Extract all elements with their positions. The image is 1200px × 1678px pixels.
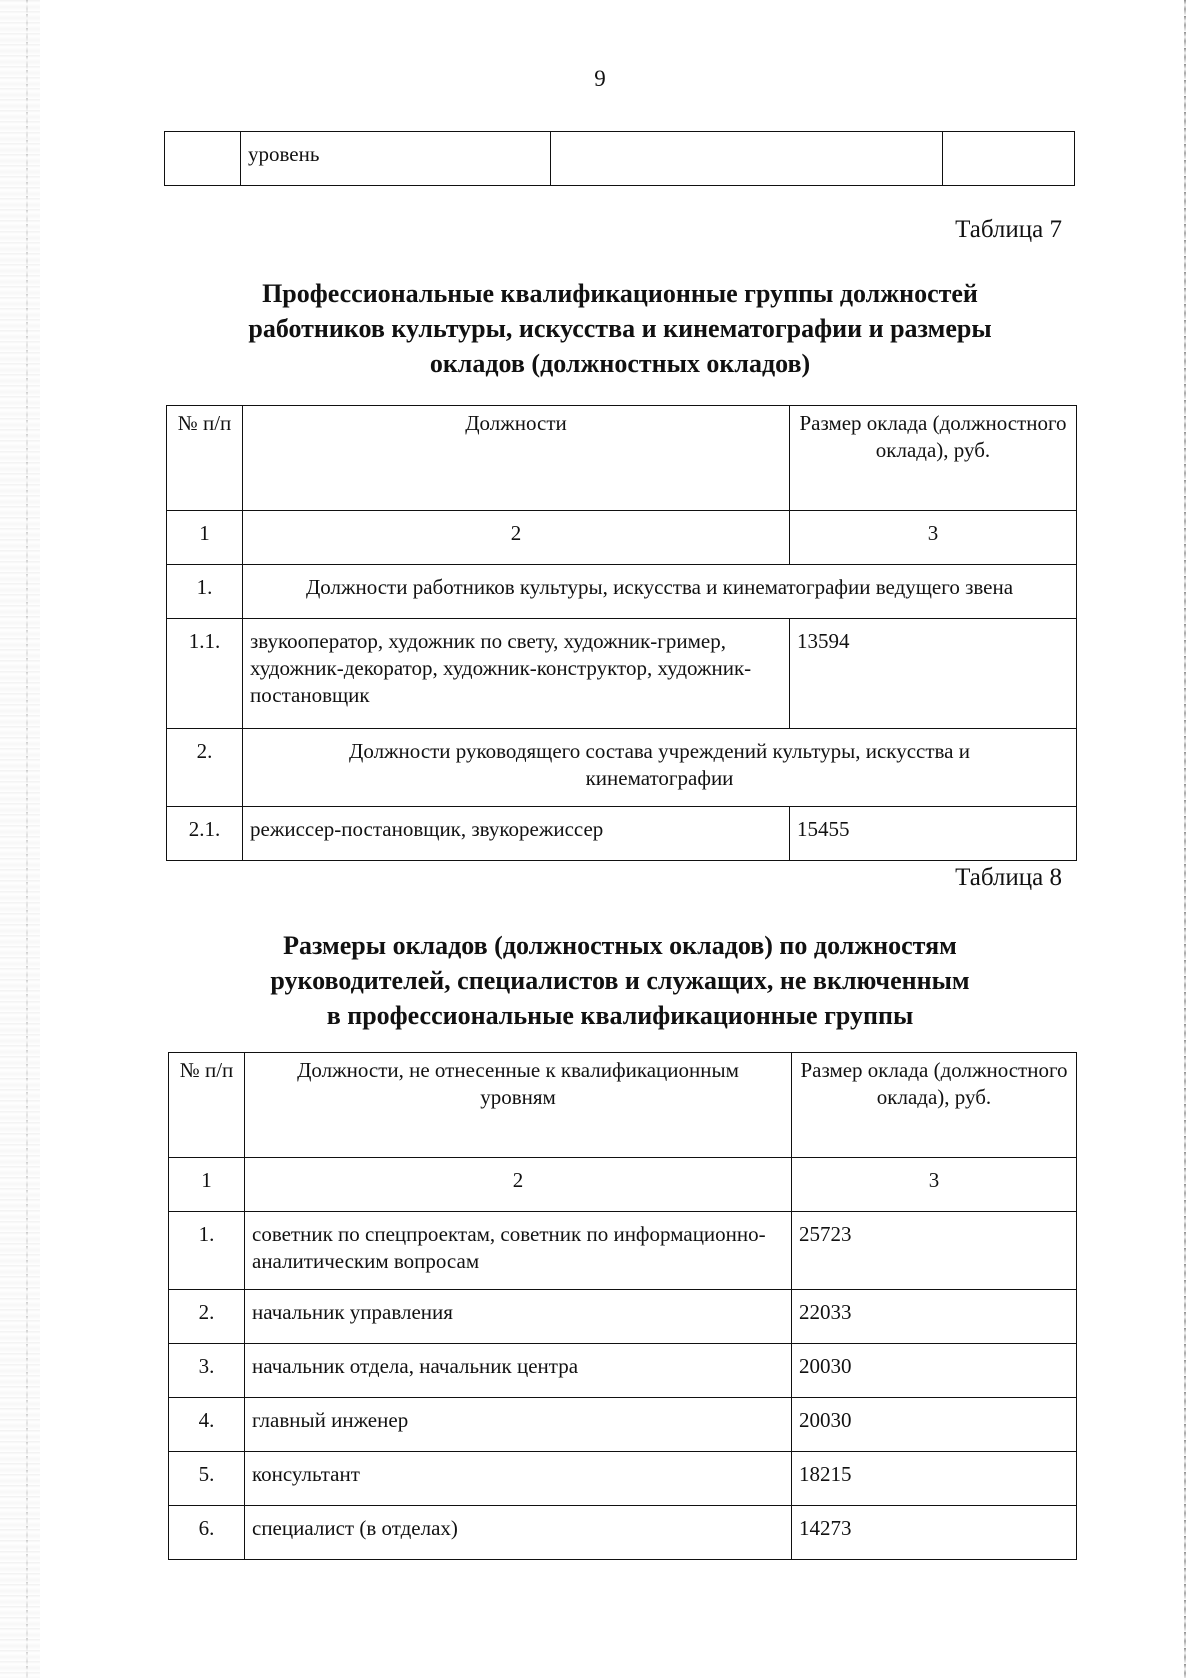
row-salary: 25723 bbox=[792, 1212, 1077, 1290]
column-number: 3 bbox=[792, 1158, 1077, 1212]
table8-title-line: Размеры окладов (должностных окладов) по должностям bbox=[283, 931, 957, 960]
row-num: 1.1. bbox=[167, 619, 243, 729]
row-position: консультант bbox=[245, 1452, 792, 1506]
table-row bbox=[169, 1398, 1077, 1452]
table-row bbox=[167, 807, 1077, 861]
group-row bbox=[167, 565, 1077, 619]
row-position: специалист (в отделах) bbox=[245, 1506, 792, 1560]
row-position: режиссер-постановщик, звукорежиссер bbox=[243, 807, 790, 861]
row-salary: 22033 bbox=[792, 1290, 1077, 1344]
header-position: Должности bbox=[243, 406, 790, 511]
table7-title-line: работников культуры, искусства и кинематографии и размеры bbox=[248, 314, 992, 343]
column-number: 1 bbox=[169, 1158, 245, 1212]
table8 bbox=[168, 1052, 1077, 1560]
table7-caption: Таблица 7 bbox=[955, 216, 1062, 243]
group-title: Должности работников культуры, искусства и кинематографии ведущего звена bbox=[243, 565, 1077, 619]
row-position: главный инженер bbox=[245, 1398, 792, 1452]
table8-caption: Таблица 8 bbox=[955, 864, 1062, 891]
table7 bbox=[166, 405, 1077, 861]
table7-title bbox=[160, 276, 1080, 381]
column-number-row bbox=[167, 511, 1077, 565]
column-number: 1 bbox=[167, 511, 243, 565]
table8-title-line: в профессиональные квалификационные группы bbox=[326, 1001, 914, 1030]
table-cell bbox=[551, 132, 943, 186]
column-number: 2 bbox=[243, 511, 790, 565]
row-salary: 14273 bbox=[792, 1506, 1077, 1560]
row-position: начальник управления bbox=[245, 1290, 792, 1344]
table-cell bbox=[943, 132, 1075, 186]
table-row bbox=[167, 619, 1077, 729]
column-number: 3 bbox=[790, 511, 1077, 565]
row-position: звукооператор, художник по свету, художник-гример, художник-декоратор, художник-конструктор, художник-постановщик bbox=[243, 619, 790, 729]
table-row bbox=[169, 1452, 1077, 1506]
row-salary: 20030 bbox=[792, 1398, 1077, 1452]
table-row bbox=[169, 1344, 1077, 1398]
column-number: 2 bbox=[245, 1158, 792, 1212]
header-salary: Размер оклада (должностного оклада), руб. bbox=[792, 1053, 1077, 1158]
row-num: 6. bbox=[169, 1506, 245, 1560]
row-num: 2.1. bbox=[167, 807, 243, 861]
table7-title-line: окладов (должностных окладов) bbox=[429, 349, 811, 378]
row-salary: 20030 bbox=[792, 1344, 1077, 1398]
row-salary: 13594 bbox=[790, 619, 1077, 729]
table-cell bbox=[165, 132, 241, 186]
header-num: № п/п bbox=[169, 1053, 245, 1158]
group-num: 2. bbox=[167, 729, 243, 807]
group-num: 1. bbox=[167, 565, 243, 619]
row-num: 1. bbox=[169, 1212, 245, 1290]
continued-table-fragment bbox=[164, 131, 1075, 186]
table8-title bbox=[160, 928, 1080, 1033]
row-num: 4. bbox=[169, 1398, 245, 1452]
table-row bbox=[169, 1290, 1077, 1344]
group-row bbox=[167, 729, 1077, 807]
column-number-row bbox=[169, 1158, 1077, 1212]
table-row bbox=[165, 132, 1075, 186]
header-position: Должности, не отнесенные к квалификационным уровням bbox=[245, 1053, 792, 1158]
row-num: 2. bbox=[169, 1290, 245, 1344]
table-row bbox=[169, 1506, 1077, 1560]
table-cell: уровень bbox=[241, 132, 551, 186]
row-num: 5. bbox=[169, 1452, 245, 1506]
header-salary: Размер оклада (должностного оклада), руб. bbox=[790, 406, 1077, 511]
header-num: № п/п bbox=[167, 406, 243, 511]
table-row bbox=[169, 1212, 1077, 1290]
table7-title-line: Профессиональные квалификационные группы должностей bbox=[262, 279, 978, 308]
row-salary: 18215 bbox=[792, 1452, 1077, 1506]
table8-title-line: руководителей, специалистов и служащих, не включенным bbox=[270, 966, 970, 995]
row-salary: 15455 bbox=[790, 807, 1077, 861]
scan-edge-right bbox=[1184, 0, 1186, 1678]
row-position: начальник отдела, начальник центра bbox=[245, 1344, 792, 1398]
row-position: советник по спецпроектам, советник по информационно-аналитическим вопросам bbox=[245, 1212, 792, 1290]
scan-edge-left bbox=[0, 0, 40, 1678]
page-number: 9 bbox=[594, 66, 606, 91]
table-header-row bbox=[167, 406, 1077, 511]
row-num: 3. bbox=[169, 1344, 245, 1398]
group-title: Должности руководящего состава учреждений культуры, искусства и кинематографии bbox=[243, 729, 1077, 807]
table-header-row bbox=[169, 1053, 1077, 1158]
